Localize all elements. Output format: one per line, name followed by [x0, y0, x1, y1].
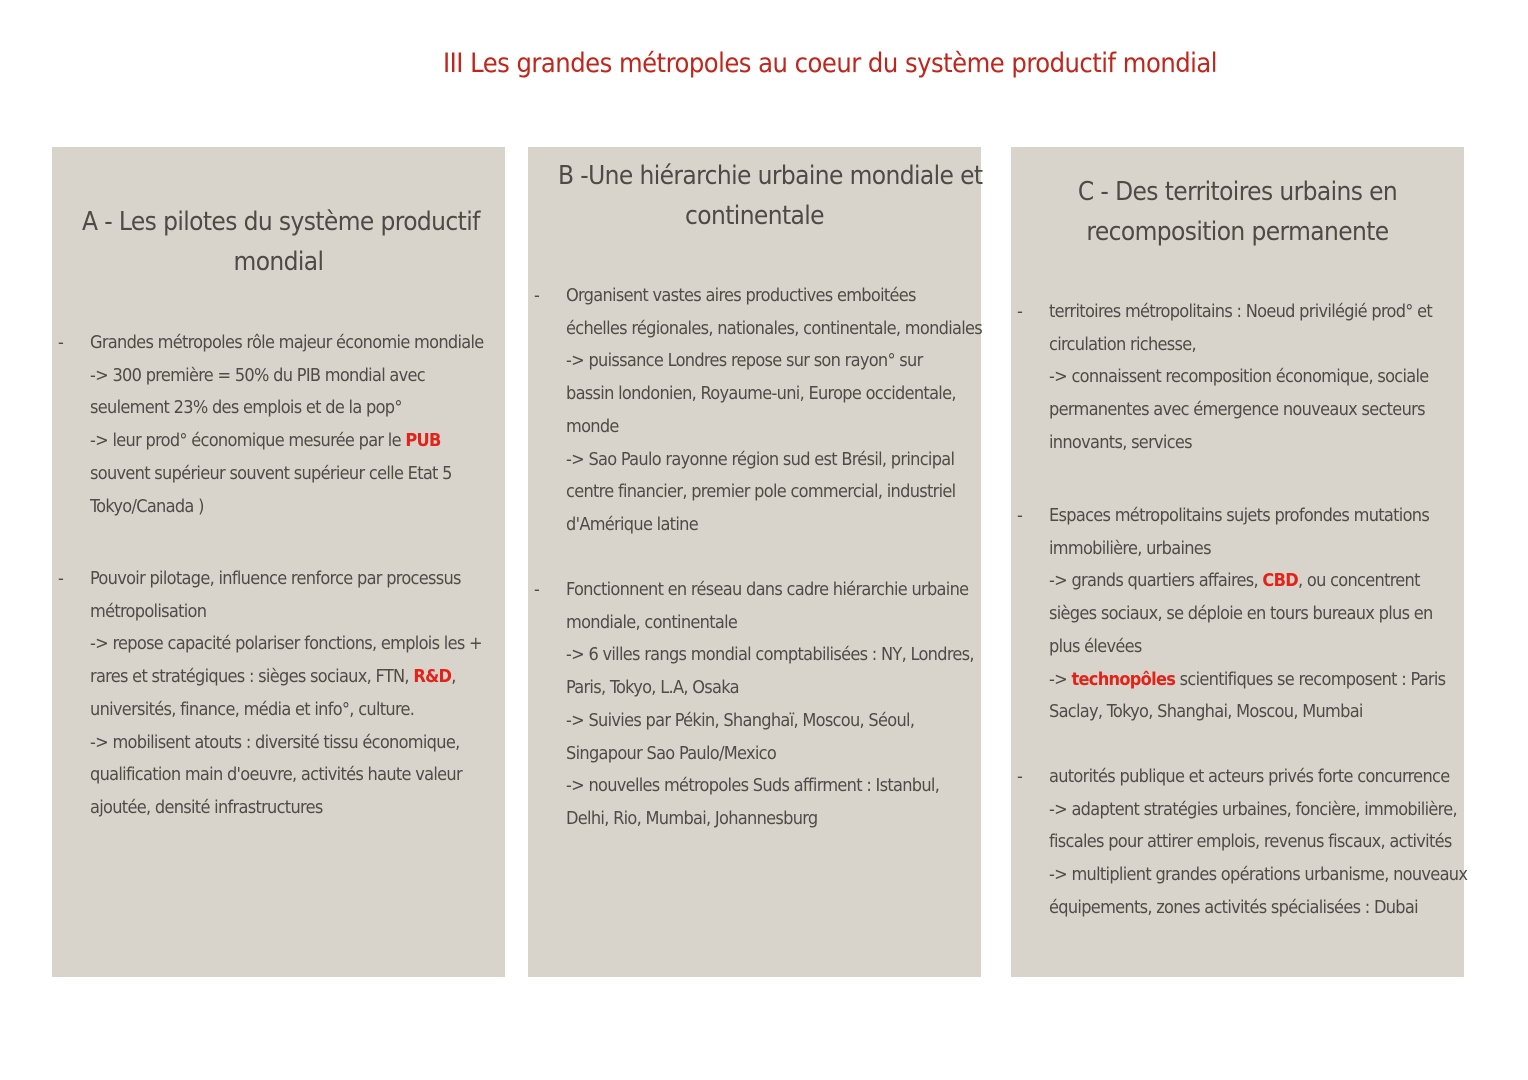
bullet-dash: -	[58, 568, 64, 589]
text-line: immobilière, urbaines	[1049, 537, 1211, 559]
bullet-text	[1049, 761, 1468, 925]
text-line: -> Suivies par Pékin, Shanghaï, Moscou, Séoul,	[566, 709, 915, 731]
text-line: -> 300 première = 50% du PIB mondial avec	[90, 364, 426, 386]
text-line: ajoutée, densité infrastructures	[90, 796, 323, 818]
text-line: -> mobilisent atouts : diversité tissu économique,	[90, 731, 460, 753]
text-line: autorités publique et acteurs privés forte concurrence	[1049, 766, 1450, 787]
text-line: -> technopôles scientifiques se recomposent : Paris	[1049, 668, 1446, 690]
text-line: universités, finance, média et info°, culture.	[90, 698, 415, 720]
bullet-dash: -	[1017, 301, 1023, 322]
text-line: échelles régionales, nationales, continentale, mondiales	[566, 317, 983, 339]
text-line: rares et stratégiques : sièges sociaux, FTN, R&D,	[90, 666, 456, 688]
text-line: Fonctionnent en réseau dans cadre hiérarchie urbaine	[566, 579, 969, 600]
panel-a-heading	[82, 202, 480, 282]
bullet-text	[90, 563, 501, 825]
panel-c-heading	[1041, 172, 1434, 252]
text-line: bassin londonien, Royaume-uni, Europe occidentale,	[566, 383, 956, 405]
bullet-dash: -	[1017, 766, 1023, 787]
heading-line: recomposition permanente	[1086, 217, 1389, 247]
text-line: métropolisation	[90, 600, 207, 622]
text-line: -> 6 villes rangs mondial comptabilisées : NY, Londres,	[566, 644, 974, 666]
text-line: Tokyo/Canada )	[90, 495, 204, 517]
text-line: permanentes avec émergence nouveaux secteurs	[1049, 399, 1425, 421]
text-line: sièges sociaux, se déploie en tours bureaux plus en	[1049, 603, 1433, 625]
text-line: -> puissance Londres repose sur son rayon° sur	[566, 350, 923, 372]
bullet-text	[566, 280, 983, 542]
heading-line: B -Une hiérarchie urbaine mondiale et	[558, 161, 983, 191]
text-line: Saclay, Tokyo, Shanghai, Moscou, Mumbai	[1049, 701, 1363, 723]
text-line: d'Amérique latine	[566, 513, 698, 535]
text-line: centre financier, premier pole commercial, industriel	[566, 481, 956, 503]
text-line: innovants, services	[1049, 431, 1192, 453]
bullet-dash: -	[534, 579, 540, 600]
text-line: Paris, Tokyo, L.A, Osaka	[566, 677, 739, 699]
text-line: -> Sao Paulo rayonne région sud est Brésil, principal	[566, 448, 955, 470]
text-line: seulement 23% des emplois et de la pop°	[90, 397, 402, 419]
text-line: mondiale, continentale	[566, 611, 738, 633]
heading-line: C - Des territoires urbains en	[1077, 177, 1398, 207]
text-line: monde	[566, 415, 619, 437]
text-line: -> multiplient grandes opérations urbanisme, nouveaux	[1049, 864, 1468, 886]
text-line: -> grands quartiers affaires, CBD, ou concentrent	[1049, 570, 1420, 592]
panel-a	[52, 147, 505, 977]
text-line: -> leur prod° économique mesurée par le PUB	[90, 430, 441, 452]
text-line: Organisent vastes aires productives emboitées	[566, 285, 916, 306]
panel-b	[528, 147, 981, 977]
heading-line: A - Les pilotes du système productif	[82, 207, 480, 237]
text-line: territoires métropolitains : Noeud privilégié prod° et	[1049, 301, 1433, 322]
heading-line: mondial	[233, 247, 324, 277]
text-line: circulation richesse,	[1049, 333, 1196, 355]
keyword-highlight: PUB	[405, 430, 441, 452]
keyword-highlight: R&D	[413, 666, 452, 688]
text-line: -> nouvelles métropoles Suds affirment : Istanbul,	[566, 775, 940, 797]
bullet-text	[566, 574, 977, 836]
text-line: fiscales pour attirer emplois, revenus fiscaux, activités	[1049, 831, 1452, 853]
bullet-text	[90, 327, 501, 523]
bullet-text	[1049, 296, 1460, 460]
text-line: Pouvoir pilotage, influence renforce par processus	[90, 568, 461, 589]
text-line: Grandes métropoles rôle majeur économie mondiale	[90, 332, 484, 353]
heading-line: continentale	[685, 201, 824, 231]
panel-c	[1011, 147, 1468, 977]
bullet-dash: -	[1017, 505, 1023, 526]
text-line: équipements, zones activités spécialisées : Dubai	[1049, 896, 1418, 918]
bullet-dash: -	[58, 332, 64, 353]
panel-b-heading	[558, 156, 983, 236]
text-line: -> adaptent stratégies urbaines, foncière, immobilière,	[1049, 798, 1457, 820]
text-line: qualification main d'oeuvre, activités haute valeur	[90, 764, 462, 786]
text-line: souvent supérieur souvent supérieur celle Etat 5	[90, 462, 452, 484]
text-line: plus élevées	[1049, 635, 1142, 657]
keyword-highlight: technopôles	[1071, 668, 1176, 690]
text-line: -> repose capacité polariser fonctions, emplois les +	[90, 633, 482, 655]
text-line: Delhi, Rio, Mumbai, Johannesburg	[566, 807, 818, 829]
keyword-highlight: CBD	[1262, 570, 1298, 592]
page-title: III Les grandes métropoles au coeur du système productif mondial	[442, 48, 1218, 79]
text-line: -> connaissent recomposition économique, sociale	[1049, 366, 1429, 388]
text-line: Singapour Sao Paulo/Mexico	[566, 742, 777, 764]
text-line: Espaces métropolitains sujets profondes mutations	[1049, 505, 1430, 526]
bullet-dash: -	[534, 285, 540, 306]
bullet-text	[1049, 500, 1460, 729]
